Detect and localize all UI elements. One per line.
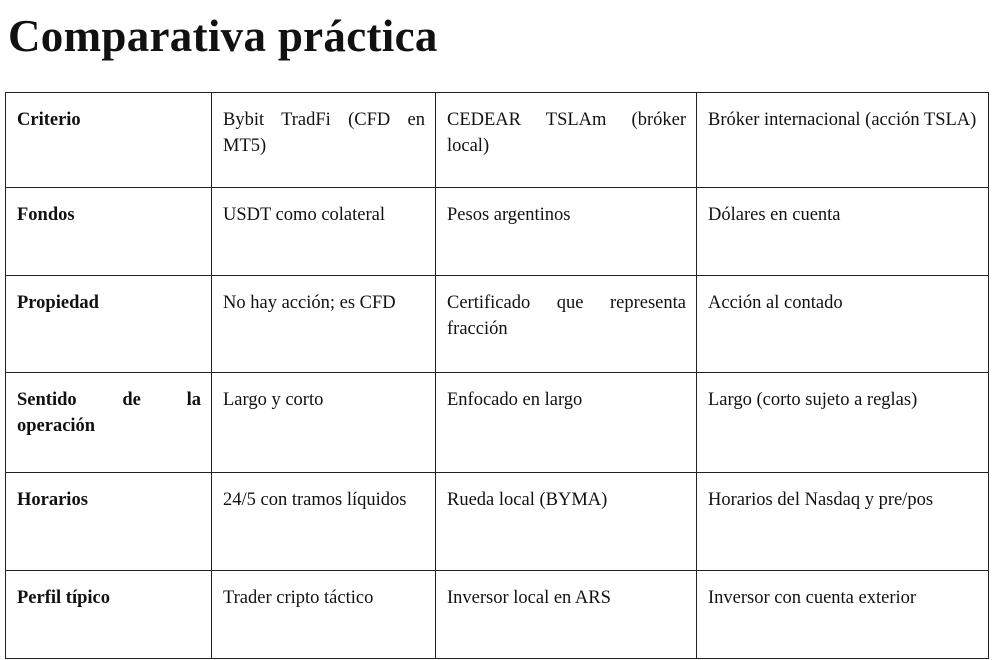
table-header-row	[6, 93, 989, 188]
row-cedear: Enfocado en largo	[436, 373, 697, 473]
table-row	[6, 188, 989, 276]
row-cedear: Certificado que representa fracción	[436, 276, 697, 373]
row-criterio: Propiedad	[6, 276, 212, 373]
row-bybit: Largo y corto	[212, 373, 436, 473]
comparison-table	[5, 92, 989, 659]
table-row	[6, 473, 989, 571]
table-row	[6, 373, 989, 473]
row-broker: Largo (corto sujeto a reglas)	[697, 373, 989, 473]
row-bybit: No hay acción; es CFD	[212, 276, 436, 373]
page-title: Comparativa práctica	[8, 11, 438, 61]
row-criterio: Sentido de la operación	[6, 373, 212, 473]
row-broker: Dólares en cuenta	[697, 188, 989, 276]
row-bybit: USDT como colateral	[212, 188, 436, 276]
table-row	[6, 571, 989, 659]
row-criterio: Fondos	[6, 188, 212, 276]
header-cedear: CEDEAR TSLAm (bróker local)	[436, 93, 697, 188]
header-criterio: Criterio	[6, 93, 212, 188]
header-bybit: Bybit TradFi (CFD en MT5)	[212, 93, 436, 188]
row-cedear: Rueda local (BYMA)	[436, 473, 697, 571]
row-broker: Inversor con cuenta exterior	[697, 571, 989, 659]
row-broker: Acción al contado	[697, 276, 989, 373]
table-row	[6, 276, 989, 373]
row-criterio: Horarios	[6, 473, 212, 571]
row-cedear: Pesos argentinos	[436, 188, 697, 276]
row-bybit: 24/5 con tramos líquidos	[212, 473, 436, 571]
header-broker: Bróker internacional (acción TSLA)	[697, 93, 989, 188]
row-criterio: Perfil típico	[6, 571, 212, 659]
row-cedear: Inversor local en ARS	[436, 571, 697, 659]
row-broker: Horarios del Nasdaq y pre/pos	[697, 473, 989, 571]
row-bybit: Trader cripto táctico	[212, 571, 436, 659]
